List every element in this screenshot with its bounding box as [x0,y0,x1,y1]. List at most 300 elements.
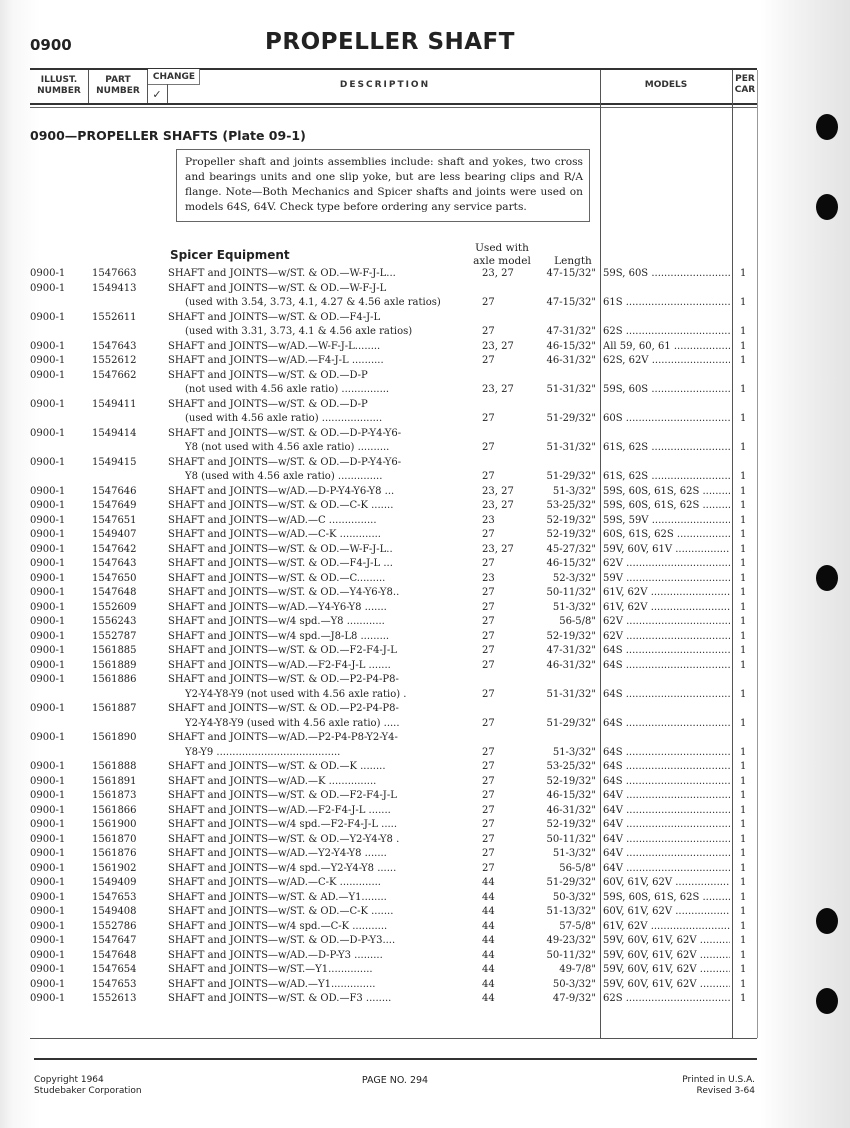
length: 51-31/32" [546,384,596,395]
description-continued: (not used with 4.56 axle ratio) ............... [185,384,390,395]
table-row [0,760,850,775]
axle-model: 44 [482,906,495,917]
per-car: 1 [740,485,747,497]
description: SHAFT and JOINTS—w/ST.—Y1.............. [168,964,373,975]
description: SHAFT and JOINTS—w/ST. & OD.—P2-P4-P8- [168,674,399,685]
part-number: 1547648 [92,949,137,961]
illust-number: 0900-1 [30,500,66,511]
binder-hole [816,988,838,1014]
header-illust-number: ILLUST. NUMBER [37,75,81,96]
description-continued: Y8 (not used with 4.56 axle ratio) .......... [185,442,390,453]
header-per-car: PER CAR [734,74,756,95]
axle-model: 23, 27 [482,485,514,497]
length-column-label: Length [554,255,592,267]
axle-model: 27 [482,746,495,758]
length: 49-7/8" [559,964,596,975]
part-number: 1549407 [92,529,137,540]
axle-model: 27 [482,587,495,598]
description-continued: Y2-Y4-Y8-Y9 (not used with 4.56 axle ratio) . [185,688,407,700]
table-row [0,731,850,760]
per-car: 1 [740,616,747,627]
length: 51-31/32" [546,442,596,453]
description: SHAFT and JOINTS—w/4 spd.—J8-L8 ......... [168,630,390,642]
table-row [0,267,850,282]
table-row [0,427,850,456]
illust-number: 0900-1 [30,630,66,642]
illust-number: 0900-1 [30,833,66,845]
illust-number: 0900-1 [30,877,66,888]
page-title: PROPELLER SHAFT [265,29,515,55]
description: SHAFT and JOINTS—w/AD.—K ............... [168,775,377,787]
axle-column-label-line1: Used with [475,242,529,254]
illust-number: 0900-1 [30,978,66,990]
per-car: 1 [740,804,747,816]
part-number: 1549414 [92,427,137,439]
length: 51-29/32" [546,877,596,888]
axle-model: 27 [482,601,495,613]
models: 64S ..... [603,717,730,732]
per-car: 1 [740,978,747,990]
axle-model: 27 [482,616,495,627]
models: 61S, 62S ..... [603,470,730,485]
part-number: 1561900 [92,819,137,830]
part-number: 1547647 [92,935,137,946]
models: 59S, 60S, 61S, 62S ..... [603,891,730,906]
axle-column-label [462,242,542,268]
per-car: 1 [740,471,747,482]
table-row [0,963,850,978]
part-number: 1547653 [92,978,137,990]
length: 47-31/32" [546,326,596,337]
models: 61S, 62S ..... [603,441,730,456]
per-car: 1 [740,819,747,830]
table-row [0,514,850,529]
illust-number: 0900-1 [30,920,66,932]
per-car: 1 [740,877,747,888]
models: 59V, 60V, 61V, 62V ..... [603,978,730,993]
copyright-line-2: Studebaker Corporation [34,1086,142,1096]
models: 64S ..... [603,688,730,703]
length: 47-15/32" [546,268,596,279]
axle-model: 27 [482,688,495,700]
part-number: 1549408 [92,906,137,917]
part-number: 1552612 [92,355,137,366]
per-car: 1 [740,413,747,424]
part-number: 1549411 [92,398,137,410]
length: 46-15/32" [546,558,596,569]
per-car: 1 [740,993,747,1004]
per-car: 1 [740,775,747,787]
length: 47-15/32" [546,297,596,308]
illust-number: 0900-1 [30,587,66,598]
table-row [0,485,850,500]
part-number: 1552609 [92,601,137,613]
description-continued: (used with 3.54, 3.73, 4.1, 4.27 & 4.56 axle ratios) [185,297,441,308]
models: 61V, 62V ..... [603,586,730,601]
axle-model: 44 [482,920,495,932]
models: 59S, 60S, 61S, 62S ..... [603,485,730,500]
axle-model: 27 [482,761,495,772]
axle-model: 27 [482,659,495,671]
description: SHAFT and JOINTS—w/ST. & OD.—F3 ........ [168,993,392,1004]
description: SHAFT and JOINTS—w/AD.—Y2-Y4-Y8 ....... [168,848,387,859]
models: 62V ..... [603,615,730,630]
table-row [0,891,850,906]
per-car: 1 [740,935,747,946]
description: SHAFT and JOINTS—w/ST. & OD.—D-P-Y3.... [168,935,396,946]
length: 52-19/32" [546,529,596,540]
per-car: 1 [740,848,747,859]
axle-model: 27 [482,630,495,642]
per-car: 1 [740,746,747,758]
per-car: 1 [740,833,747,845]
table-row [0,499,850,514]
axle-model: 23, 27 [482,543,514,555]
models: 59V, 60V, 61V, 62V ..... [603,934,730,949]
illust-number: 0900-1 [30,732,66,743]
length: 53-25/32" [546,761,596,772]
models: 59S, 60S, 61S, 62S ..... [603,499,730,514]
description: SHAFT and JOINTS—w/ST. & OD.—P2-P4-P8- [168,703,399,714]
table-row [0,528,850,543]
length: 53-25/32" [546,500,596,511]
part-number: 1547653 [92,891,137,903]
per-car: 1 [740,862,747,874]
per-car: 1 [740,717,747,729]
table-row [0,601,850,616]
per-car: 1 [740,384,747,395]
description: SHAFT and JOINTS—w/AD.—D-P-Y4-Y6-Y8 ... [168,485,395,497]
part-number: 1547649 [92,500,137,511]
length: 51-29/32" [546,471,596,482]
models: 64V ..... [603,847,730,862]
page-number: PAGE NO. 294 [361,1075,429,1086]
models: 61V, 62V ..... [603,601,730,616]
axle-model: 27 [482,413,495,424]
part-number: 1561891 [92,775,137,787]
part-number: 1561885 [92,645,137,656]
per-car: 1 [740,964,747,975]
models: 61V, 62V ..... [603,920,730,935]
illust-number: 0900-1 [30,282,66,294]
models: 60S ..... [603,412,730,427]
models: 64S ..... [603,775,730,790]
header-top-rule [30,68,757,70]
part-number: 1547646 [92,485,137,497]
models: 59V, 60V, 61V, 62V ..... [603,963,730,978]
models: 62V ..... [603,630,730,645]
models: 64V ..... [603,804,730,819]
table-row [0,920,850,935]
illust-number: 0900-1 [30,703,66,714]
axle-model: 27 [482,833,495,845]
models: 60V, 61V, 62V ..... [603,876,730,891]
per-car: 1 [740,587,747,598]
per-car: 1 [740,761,747,772]
part-number: 1552786 [92,920,137,932]
table-row [0,354,850,369]
illust-number: 0900-1 [30,848,66,859]
illust-number: 0900-1 [30,616,66,627]
length: 51-29/32" [546,717,596,729]
length: 46-15/32" [546,790,596,801]
models: 64V ..... [603,789,730,804]
axle-model: 27 [482,848,495,859]
description-continued: Y2-Y4-Y8-Y9 (used with 4.56 axle ratio) ..... [185,717,400,729]
header-change: CHANGE [152,72,196,82]
illust-number: 0900-1 [30,572,66,584]
description: SHAFT and JOINTS—w/ST. & OD.—D-P-Y4-Y6- [168,427,402,439]
header-divider [167,84,168,103]
binder-hole [816,114,838,140]
illust-number: 0900-1 [30,311,66,323]
axle-model: 23, 27 [482,340,514,352]
part-number: 1552787 [92,630,137,642]
length: 51-29/32" [546,413,596,424]
axle-model: 44 [482,949,495,961]
per-car: 1 [740,268,747,279]
length: 46-15/32" [546,340,596,352]
description-continued: Y8 (used with 4.56 axle ratio) .............. [185,471,383,482]
models: 64S ..... [603,644,730,659]
per-car: 1 [740,920,747,932]
header-bottom-rule [30,103,757,105]
per-car: 1 [740,355,747,366]
per-car: 1 [740,688,747,700]
description: SHAFT and JOINTS—w/ST. & OD.—D-P [168,398,368,410]
description: SHAFT and JOINTS—w/AD.—F2-F4-J-L ....... [168,804,391,816]
table-row [0,673,850,702]
length: 56-5/8" [559,862,596,874]
description-continued: Y8-Y9 ....................................... [185,746,341,758]
illust-number: 0900-1 [30,935,66,946]
length: 45-27/32" [546,543,596,555]
table-row [0,775,850,790]
description: SHAFT and JOINTS—w/ST. & OD.—Y4-Y6-Y8.. [168,587,400,598]
illust-number: 0900-1 [30,906,66,917]
table-row [0,572,850,587]
axle-model: 27 [482,804,495,816]
per-car: 1 [740,601,747,613]
description: SHAFT and JOINTS—w/ST. & OD.—F2-F4-J-L [168,645,397,656]
per-car: 1 [740,442,747,453]
part-number: 1547651 [92,514,137,526]
table-row [0,905,850,920]
models: 59V, 60V, 61V, 62V ..... [603,949,730,964]
part-number: 1549415 [92,456,137,468]
models: 64S ..... [603,760,730,775]
table-row [0,644,850,659]
illust-number: 0900-1 [30,775,66,787]
description: SHAFT and JOINTS—w/ST. & OD.—F2-F4-J-L [168,790,397,801]
length: 52-19/32" [546,514,596,526]
axle-model: 44 [482,964,495,975]
description: SHAFT and JOINTS—w/4 spd.—Y8 ............ [168,616,385,627]
length: 51-3/32" [552,485,596,497]
axle-model: 23, 27 [482,384,514,395]
part-number: 1547650 [92,572,137,584]
part-number: 1547663 [92,268,137,279]
axle-model: 27 [482,717,495,729]
per-car: 1 [740,297,747,308]
axle-model: 44 [482,935,495,946]
axle-model: 23 [482,514,495,526]
table-row [0,615,850,630]
axle-model: 27 [482,775,495,787]
description: SHAFT and JOINTS—w/4 spd.—Y2-Y4-Y8 ...... [168,862,397,874]
models: 64V ..... [603,833,730,848]
table-row [0,876,850,891]
illust-number: 0900-1 [30,804,66,816]
length: 57-5/8" [559,920,596,932]
axle-column-label-line2: axle model [473,255,531,267]
binder-hole [816,565,838,591]
length: 52-19/32" [546,819,596,830]
models: 59V ..... [603,572,730,587]
description-continued: (used with 4.56 axle ratio) ................... [185,413,383,424]
illust-number: 0900-1 [30,398,66,410]
illust-number: 0900-1 [30,645,66,656]
per-car: 1 [740,891,747,903]
illust-number: 0900-1 [30,674,66,685]
part-number: 1561886 [92,674,137,685]
per-car: 1 [740,630,747,642]
illust-number: 0900-1 [30,558,66,569]
illust-number: 0900-1 [30,369,66,381]
table-row [0,702,850,731]
description: SHAFT and JOINTS—w/ST. & OD.—C-K ....... [168,906,394,917]
description: SHAFT and JOINTS—w/AD.—D-P-Y3 ......... [168,949,383,961]
models: 60V, 61V, 62V ..... [603,905,730,920]
description: SHAFT and JOINTS—w/ST. & OD.—C......... [168,572,386,584]
part-number: 1547648 [92,587,137,598]
length: 47-9/32" [552,993,596,1004]
length: 51-31/32" [546,688,596,700]
axle-model: 23 [482,572,495,584]
axle-model: 23, 27 [482,500,514,511]
section-heading: 0900—PROPELLER SHAFTS (Plate 09-1) [30,128,306,143]
section-number: 0900 [30,36,72,54]
header-divider [88,70,89,103]
axle-model: 44 [482,891,495,903]
per-car: 1 [740,340,747,352]
table-row [0,659,850,674]
illust-number: 0900-1 [30,456,66,468]
description: SHAFT and JOINTS—w/AD.—P2-P4-P8-Y2-Y4- [168,732,398,743]
illust-number: 0900-1 [30,862,66,874]
description: SHAFT and JOINTS—w/4 spd.—C-K ........... [168,920,388,932]
table-row [0,340,850,355]
part-number: 1547654 [92,964,137,975]
description: SHAFT and JOINTS—w/AD.—Y1.............. [168,978,376,990]
table-row [0,949,850,964]
length: 51-3/32" [552,601,596,613]
part-number: 1547643 [92,340,137,352]
table-row [0,804,850,819]
illust-number: 0900-1 [30,340,66,352]
illust-number: 0900-1 [30,993,66,1004]
part-number: 1552613 [92,993,137,1004]
per-car: 1 [740,500,747,511]
models: 59V, 60V, 61V ..... [603,543,730,558]
per-car: 1 [740,326,747,337]
per-car: 1 [740,514,747,526]
models: 64V ..... [603,818,730,833]
models: 64V ..... [603,862,730,877]
axle-model: 27 [482,819,495,830]
length: 50-11/32" [546,833,596,845]
description: SHAFT and JOINTS—w/AD.—C ............... [168,514,377,526]
table-row [0,978,850,993]
per-car: 1 [740,529,747,540]
printed-in: Printed in U.S.A. [682,1075,755,1085]
length: 47-31/32" [546,645,596,656]
part-number: 1561870 [92,833,137,845]
table-row [0,282,850,311]
table-row [0,847,850,862]
length: 51-3/32" [552,746,596,758]
length: 46-31/32" [546,355,596,366]
table-row [0,862,850,877]
axle-model: 27 [482,471,495,482]
header-models: MODELS [644,80,688,90]
illust-number: 0900-1 [30,543,66,555]
note-box: Propeller shaft and joints assemblies include: shaft and yokes, two cross and bearings units and one slip yoke, but are less bearing clips and R/A flange. Note—Both Mechanics and Spicer shafts and joints were used on models 64S, 64V. Check type before ordering any service parts. [176,149,590,222]
per-car: 1 [740,558,747,569]
part-number: 1561890 [92,732,137,743]
models: 59S, 60S ..... [603,383,730,398]
table-row [0,311,850,340]
description: SHAFT and JOINTS—w/ST. & OD.—D-P [168,369,368,381]
per-car: 1 [740,659,747,671]
description: SHAFT and JOINTS—w/AD.—F4-J-L .......... [168,355,384,366]
part-number: 1561873 [92,790,137,801]
illust-number: 0900-1 [30,819,66,830]
models: 60S, 61S, 62S ..... [603,528,730,543]
length: 46-31/32" [546,659,596,671]
description: SHAFT and JOINTS—w/ST. & OD.—K ........ [168,761,386,772]
description: SHAFT and JOINTS—w/ST. & OD.—D-P-Y4-Y6- [168,456,402,468]
length: 50-11/32" [546,949,596,961]
axle-model: 44 [482,978,495,990]
part-number: 1556243 [92,616,137,627]
part-number: 1547662 [92,369,137,381]
illust-number: 0900-1 [30,659,66,671]
per-car: 1 [740,645,747,656]
models: 61S ..... [603,296,730,311]
axle-model: 27 [482,790,495,801]
description: SHAFT and JOINTS—w/ST. & OD.—W-F-J-L [168,282,387,294]
axle-model: 27 [482,645,495,656]
print-info [682,1075,755,1097]
header-description: DESCRIPTION [339,80,431,90]
footer-rule [34,1058,757,1060]
parts-list [0,267,850,1007]
part-number: 1547642 [92,543,137,555]
part-number: 1549409 [92,877,137,888]
part-number: 1561902 [92,862,137,874]
axle-model: 44 [482,877,495,888]
description: SHAFT and JOINTS—w/4 spd.—F2-F4-J-L ..... [168,819,398,830]
part-number: 1552611 [92,311,137,323]
group-title: Spicer Equipment [170,248,290,262]
axle-model: 23, 27 [482,268,514,279]
length: 46-31/32" [546,804,596,816]
description: SHAFT and JOINTS—w/ST. & OD.—F4-J-L ... [168,558,393,569]
description-continued: (used with 3.31, 3.73, 4.1 & 4.56 axle ratios) [185,326,413,337]
axle-model: 27 [482,558,495,569]
models: 64S ..... [603,659,730,674]
